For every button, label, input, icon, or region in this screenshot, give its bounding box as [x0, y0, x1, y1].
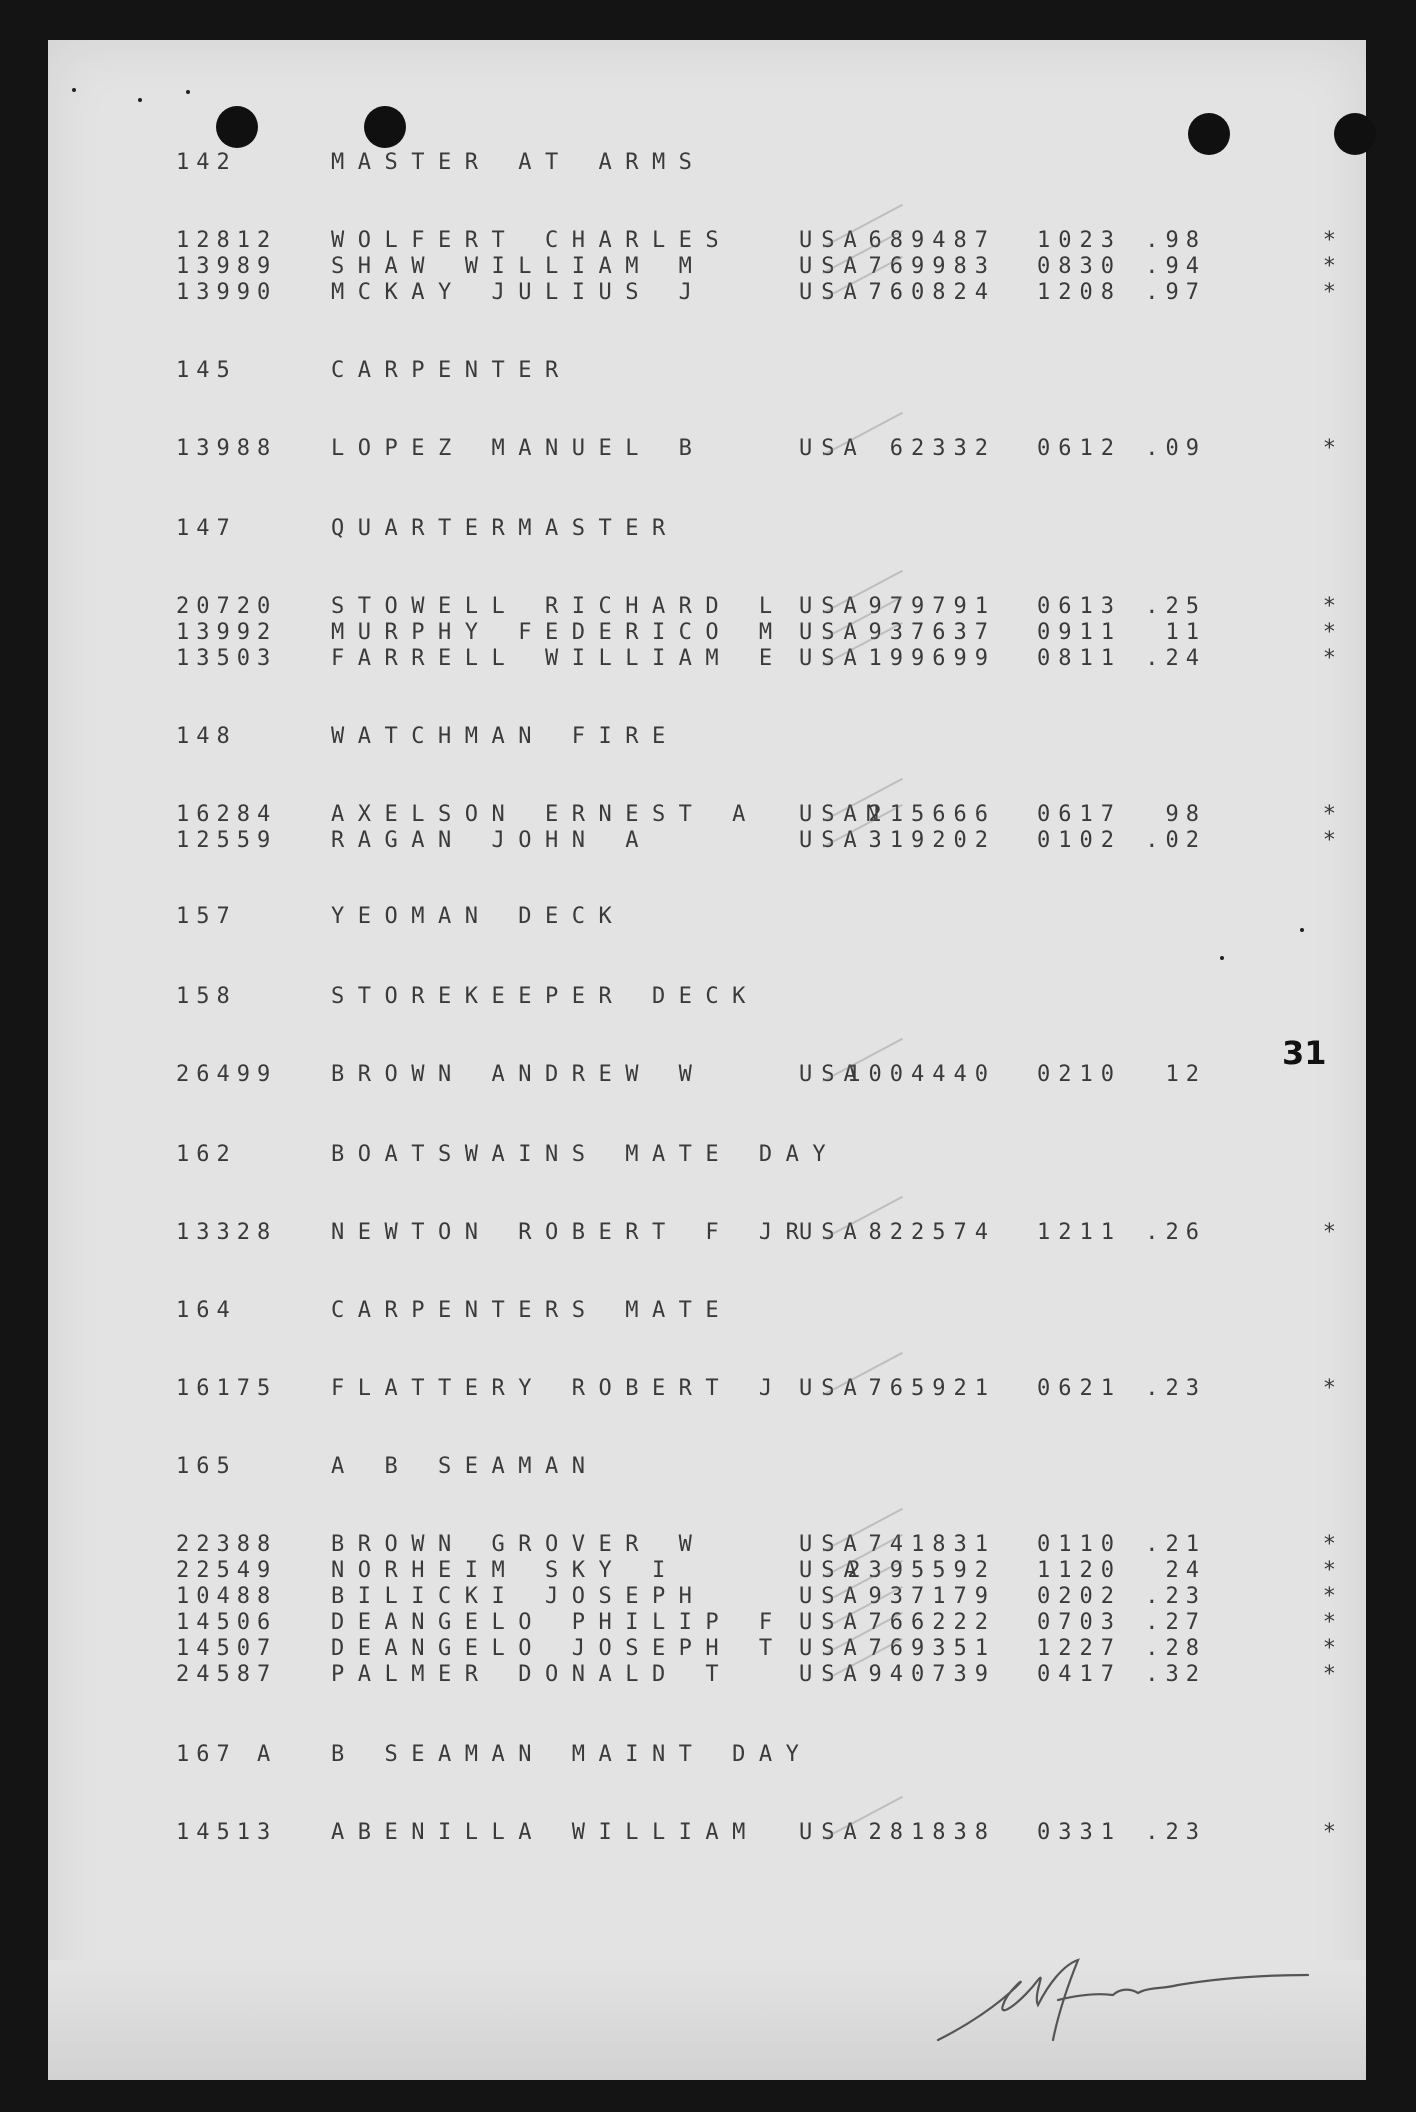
asterisk-mark: * — [1322, 436, 1336, 461]
asterisk-mark: * — [1322, 1584, 1336, 1609]
section-header — [176, 1298, 1336, 1328]
document-number: 199699 — [868, 646, 996, 671]
citizenship: USA — [799, 1376, 866, 1401]
citizenship: USA — [799, 620, 866, 645]
rate-value: .23 — [1145, 1584, 1206, 1609]
roster-row — [176, 1662, 1336, 1692]
roster-row — [176, 436, 1336, 466]
record-number: 14513 — [176, 1820, 278, 1845]
section-header — [176, 984, 1336, 1014]
rate-value: 12 — [1165, 1062, 1206, 1087]
asterisk-mark: * — [1322, 1636, 1336, 1661]
date-code: 0202 — [1037, 1584, 1122, 1609]
crew-name: NEWTON ROBERT F JR — [331, 1220, 813, 1245]
date-code: 0911 — [1037, 620, 1122, 645]
asterisk-mark: * — [1322, 1662, 1336, 1687]
date-code: 0703 — [1037, 1610, 1122, 1635]
section-title: BOATSWAINS MATE DAY — [331, 1142, 840, 1167]
section-header — [176, 1142, 1336, 1172]
section-code: 158 — [176, 984, 237, 1009]
document-number: 979791 — [868, 594, 996, 619]
citizenship: USA — [799, 646, 866, 671]
section-header — [176, 724, 1336, 754]
document-number: 281838 — [868, 1820, 996, 1845]
crew-name: STOWELL RICHARD L — [331, 594, 786, 619]
record-number: 16175 — [176, 1376, 278, 1401]
section-header — [176, 516, 1336, 546]
citizenship: USA — [799, 1558, 866, 1583]
citizenship: USA — [799, 1662, 866, 1687]
citizenship: USA — [799, 228, 866, 253]
rate-value: .28 — [1145, 1636, 1206, 1661]
record-number: 20720 — [176, 594, 278, 619]
record-number: 12559 — [176, 828, 278, 853]
asterisk-mark: * — [1322, 1820, 1336, 1845]
record-number: 24587 — [176, 1662, 278, 1687]
document-number: 937179 — [868, 1584, 996, 1609]
section-code: 148 — [176, 724, 237, 749]
crew-name: NORHEIM SKY I — [331, 1558, 679, 1583]
citizenship: USA — [799, 594, 866, 619]
section-header — [176, 1454, 1336, 1484]
record-number: 10488 — [176, 1584, 278, 1609]
date-code: 1208 — [1037, 280, 1122, 305]
record-number: 14506 — [176, 1610, 278, 1635]
record-number: 14507 — [176, 1636, 278, 1661]
date-code: 0102 — [1037, 828, 1122, 853]
record-number: 16284 — [176, 802, 278, 827]
date-code: 0331 — [1037, 1820, 1122, 1845]
document-number: 2395592 — [847, 1558, 996, 1583]
citizenship: USA — [799, 1062, 866, 1087]
section-code: 147 — [176, 516, 237, 541]
citizenship: USA — [799, 280, 866, 305]
rate-value: 98 — [1165, 802, 1206, 827]
roster-row — [176, 1376, 1336, 1406]
roster-row — [176, 646, 1336, 676]
crew-name: BROWN ANDREW W — [331, 1062, 706, 1087]
record-number: 13328 — [176, 1220, 278, 1245]
section-code: 162 — [176, 1142, 237, 1167]
citizenship: USA — [799, 1532, 866, 1557]
crew-name: DEANGELO PHILIP F — [331, 1610, 786, 1635]
section-header — [176, 1742, 1336, 1772]
asterisk-mark: * — [1322, 1558, 1336, 1583]
date-code: 0811 — [1037, 646, 1122, 671]
rate-value: .26 — [1145, 1220, 1206, 1245]
section-code: 167 A — [176, 1742, 278, 1767]
speck — [186, 90, 190, 94]
section-title: WATCHMAN FIRE — [331, 724, 679, 749]
crew-name: FLATTERY ROBERT J — [331, 1376, 786, 1401]
document-number: 741831 — [868, 1532, 996, 1557]
document-number: 769983 — [868, 254, 996, 279]
document-sheet — [48, 40, 1366, 2080]
asterisk-mark: * — [1322, 228, 1336, 253]
date-code: 0613 — [1037, 594, 1122, 619]
asterisk-mark: * — [1322, 646, 1336, 671]
section-header — [176, 904, 1336, 934]
document-number: 215666 — [868, 802, 996, 827]
date-code: 0110 — [1037, 1532, 1122, 1557]
date-code: 0210 — [1037, 1062, 1122, 1087]
date-code: 0612 — [1037, 436, 1122, 461]
record-number: 13988 — [176, 436, 278, 461]
rate-value: .23 — [1145, 1376, 1206, 1401]
crew-name: BILICKI JOSEPH — [331, 1584, 706, 1609]
crew-name: WOLFERT CHARLES — [331, 228, 733, 253]
record-number: 13503 — [176, 646, 278, 671]
crew-name: RAGAN JOHN A — [331, 828, 652, 853]
citizenship: USAN — [799, 802, 888, 827]
rate-value: .97 — [1145, 280, 1206, 305]
crew-name: SHAW WILLIAM M — [331, 254, 706, 279]
rate-value: 11 — [1165, 620, 1206, 645]
document-number: 940739 — [868, 1662, 996, 1687]
document-number: 319202 — [868, 828, 996, 853]
crew-name: FARRELL WILLIAM E — [331, 646, 786, 671]
rate-value: 24 — [1165, 1558, 1206, 1583]
crew-name: MURPHY FEDERICO M — [331, 620, 786, 645]
rate-value: .02 — [1145, 828, 1206, 853]
section-title: STOREKEEPER DECK — [331, 984, 759, 1009]
speck — [72, 88, 76, 92]
section-title: MASTER AT ARMS — [331, 150, 706, 175]
asterisk-mark: * — [1322, 828, 1336, 853]
date-code: 1120 — [1037, 1558, 1122, 1583]
section-code: 165 — [176, 1454, 237, 1479]
date-code: 1227 — [1037, 1636, 1122, 1661]
record-number: 13990 — [176, 280, 278, 305]
section-title: YEOMAN DECK — [331, 904, 626, 929]
crew-name: ABENILLA WILLIAM — [331, 1820, 759, 1845]
date-code: 1023 — [1037, 228, 1122, 253]
asterisk-mark: * — [1322, 280, 1336, 305]
speck — [138, 98, 142, 102]
asterisk-mark: * — [1322, 1532, 1336, 1557]
section-code: 164 — [176, 1298, 237, 1323]
rate-value: .24 — [1145, 646, 1206, 671]
document-number: 822574 — [868, 1220, 996, 1245]
date-code: 0621 — [1037, 1376, 1122, 1401]
citizenship: USA — [799, 254, 866, 279]
section-title: CARPENTER — [331, 358, 572, 383]
date-code: 0417 — [1037, 1662, 1122, 1687]
asterisk-mark: * — [1322, 802, 1336, 827]
document-number: 766222 — [868, 1610, 996, 1635]
section-header — [176, 358, 1336, 388]
crew-name: BROWN GROVER W — [331, 1532, 706, 1557]
crew-name: LOPEZ MANUEL B — [331, 436, 706, 461]
rate-value: .25 — [1145, 594, 1206, 619]
document-number: 769351 — [868, 1636, 996, 1661]
record-number: 22388 — [176, 1532, 278, 1557]
document-number: 760824 — [868, 280, 996, 305]
citizenship: USA — [799, 828, 866, 853]
crew-name: DEANGELO JOSEPH T — [331, 1636, 786, 1661]
asterisk-mark: * — [1322, 594, 1336, 619]
citizenship: USA — [799, 436, 866, 461]
asterisk-mark: * — [1322, 620, 1336, 645]
roster-row — [176, 1820, 1336, 1850]
rate-value: .21 — [1145, 1532, 1206, 1557]
section-header — [176, 150, 1336, 180]
section-title: QUARTERMASTER — [331, 516, 679, 541]
speck — [1220, 956, 1224, 960]
roster-row — [176, 1220, 1336, 1250]
section-code: 145 — [176, 358, 237, 383]
roster-row — [176, 1062, 1336, 1092]
punch-hole — [1334, 113, 1376, 155]
page-number: 31 — [1282, 1034, 1327, 1072]
roster-row — [176, 280, 1336, 310]
section-code: 157 — [176, 904, 237, 929]
crew-name: PALMER DONALD T — [331, 1662, 733, 1687]
record-number: 26499 — [176, 1062, 278, 1087]
section-code: 142 — [176, 150, 237, 175]
date-code: 1211 — [1037, 1220, 1122, 1245]
citizenship: USA — [799, 1820, 866, 1845]
punch-hole — [216, 106, 258, 148]
rate-value: .27 — [1145, 1610, 1206, 1635]
date-code: 0830 — [1037, 254, 1122, 279]
citizenship: USA — [799, 1220, 866, 1245]
roster-row — [176, 828, 1336, 858]
document-number: 689487 — [868, 228, 996, 253]
citizenship: USA — [799, 1584, 866, 1609]
document-number: 1004440 — [847, 1062, 996, 1087]
section-title: CARPENTERS MATE — [331, 1298, 733, 1323]
document-number: 765921 — [868, 1376, 996, 1401]
asterisk-mark: * — [1322, 1376, 1336, 1401]
section-title: A B SEAMAN — [331, 1454, 599, 1479]
rate-value: .32 — [1145, 1662, 1206, 1687]
crew-name: MCKAY JULIUS J — [331, 280, 706, 305]
asterisk-mark: * — [1322, 1610, 1336, 1635]
citizenship: USA — [799, 1636, 866, 1661]
record-number: 13989 — [176, 254, 278, 279]
signature — [928, 1945, 1348, 2065]
section-title: B SEAMAN MAINT DAY — [331, 1742, 813, 1767]
rate-value: .94 — [1145, 254, 1206, 279]
record-number: 22549 — [176, 1558, 278, 1583]
date-code: 0617 — [1037, 802, 1122, 827]
punch-hole — [364, 106, 406, 148]
record-number: 12812 — [176, 228, 278, 253]
record-number: 13992 — [176, 620, 278, 645]
asterisk-mark: * — [1322, 1220, 1336, 1245]
asterisk-mark: * — [1322, 254, 1336, 279]
document-number: 937637 — [868, 620, 996, 645]
punch-hole — [1188, 113, 1230, 155]
document-number: 62332 — [889, 436, 996, 461]
citizenship: USA — [799, 1610, 866, 1635]
rate-value: .98 — [1145, 228, 1206, 253]
rate-value: .09 — [1145, 436, 1206, 461]
rate-value: .23 — [1145, 1820, 1206, 1845]
crew-name: AXELSON ERNEST A — [331, 802, 759, 827]
